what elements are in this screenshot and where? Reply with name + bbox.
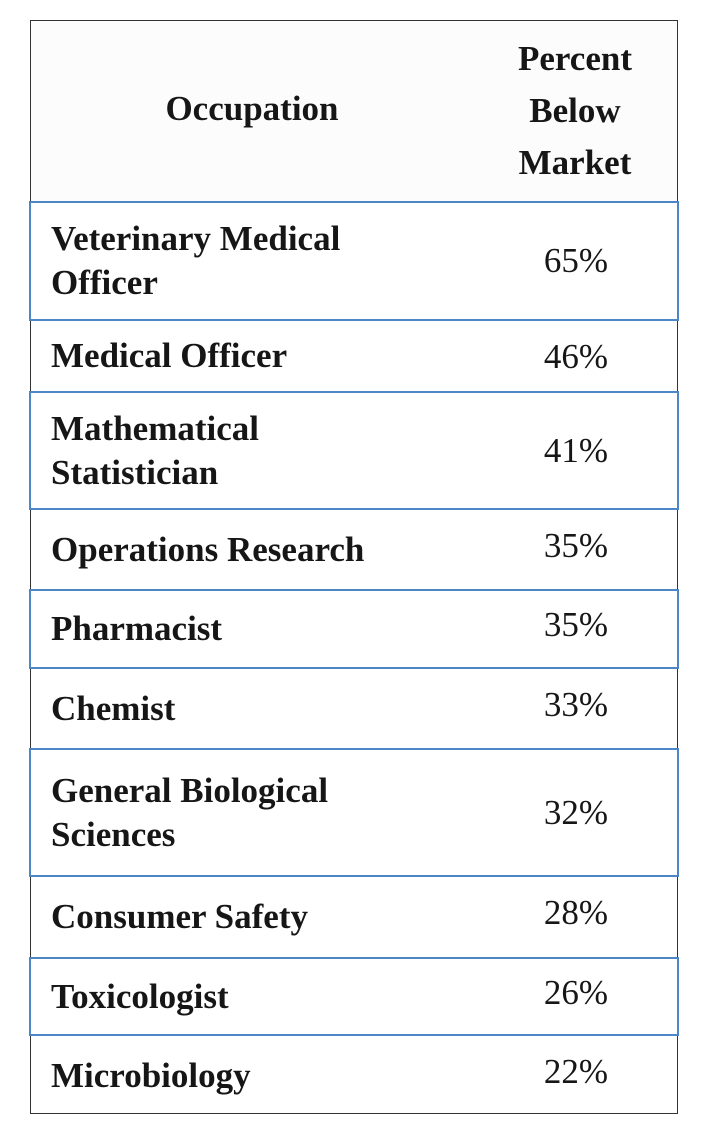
percent-cell: 35% — [543, 526, 609, 565]
percent-cell: 46% — [543, 337, 609, 376]
percent-cell: 41% — [543, 430, 609, 470]
table-row — [29, 877, 679, 957]
percent-cell: 32% — [543, 792, 609, 832]
occupation-cell: Toxicologist — [51, 976, 229, 1016]
header-percent-below-market — [473, 21, 677, 201]
occupation-cell: Consumer Safety — [51, 897, 308, 936]
occupation-cell: Mathematical Statistician — [51, 408, 259, 492]
percent-cell: 22% — [543, 1052, 609, 1091]
header-percent-line-2: Below — [529, 91, 621, 130]
occupation-cell: Microbiology — [51, 1055, 251, 1095]
table-header-row — [31, 21, 677, 201]
percent-cell: 33% — [543, 685, 609, 724]
occupation-cell: Pharmacist — [51, 609, 223, 648]
table-row — [29, 748, 679, 877]
percent-cell: 26% — [543, 973, 609, 1012]
occupation-cell: General Biological Sciences — [51, 770, 329, 854]
table-row — [29, 957, 679, 1036]
table-row — [29, 1036, 679, 1115]
occupation-pay-table — [30, 20, 678, 1114]
header-percent-line-1: Percent — [517, 39, 632, 78]
table-row — [29, 201, 679, 321]
table-row — [29, 669, 679, 748]
occupation-cell: Operations Research — [51, 529, 365, 569]
occupation-cell: Veterinary Medical Officer — [51, 219, 341, 302]
table-row — [29, 510, 679, 589]
table-row — [29, 321, 679, 391]
header-occupation: Occupation — [165, 89, 339, 128]
table-row — [29, 391, 679, 510]
header-percent-line-3: Market — [518, 143, 632, 182]
occupation-cell: Chemist — [51, 688, 176, 728]
occupation-cell: Medical Officer — [51, 336, 288, 375]
percent-cell: 35% — [543, 605, 609, 644]
percent-cell: 28% — [543, 893, 609, 932]
table-row — [29, 589, 679, 669]
percent-cell: 65% — [543, 241, 609, 280]
